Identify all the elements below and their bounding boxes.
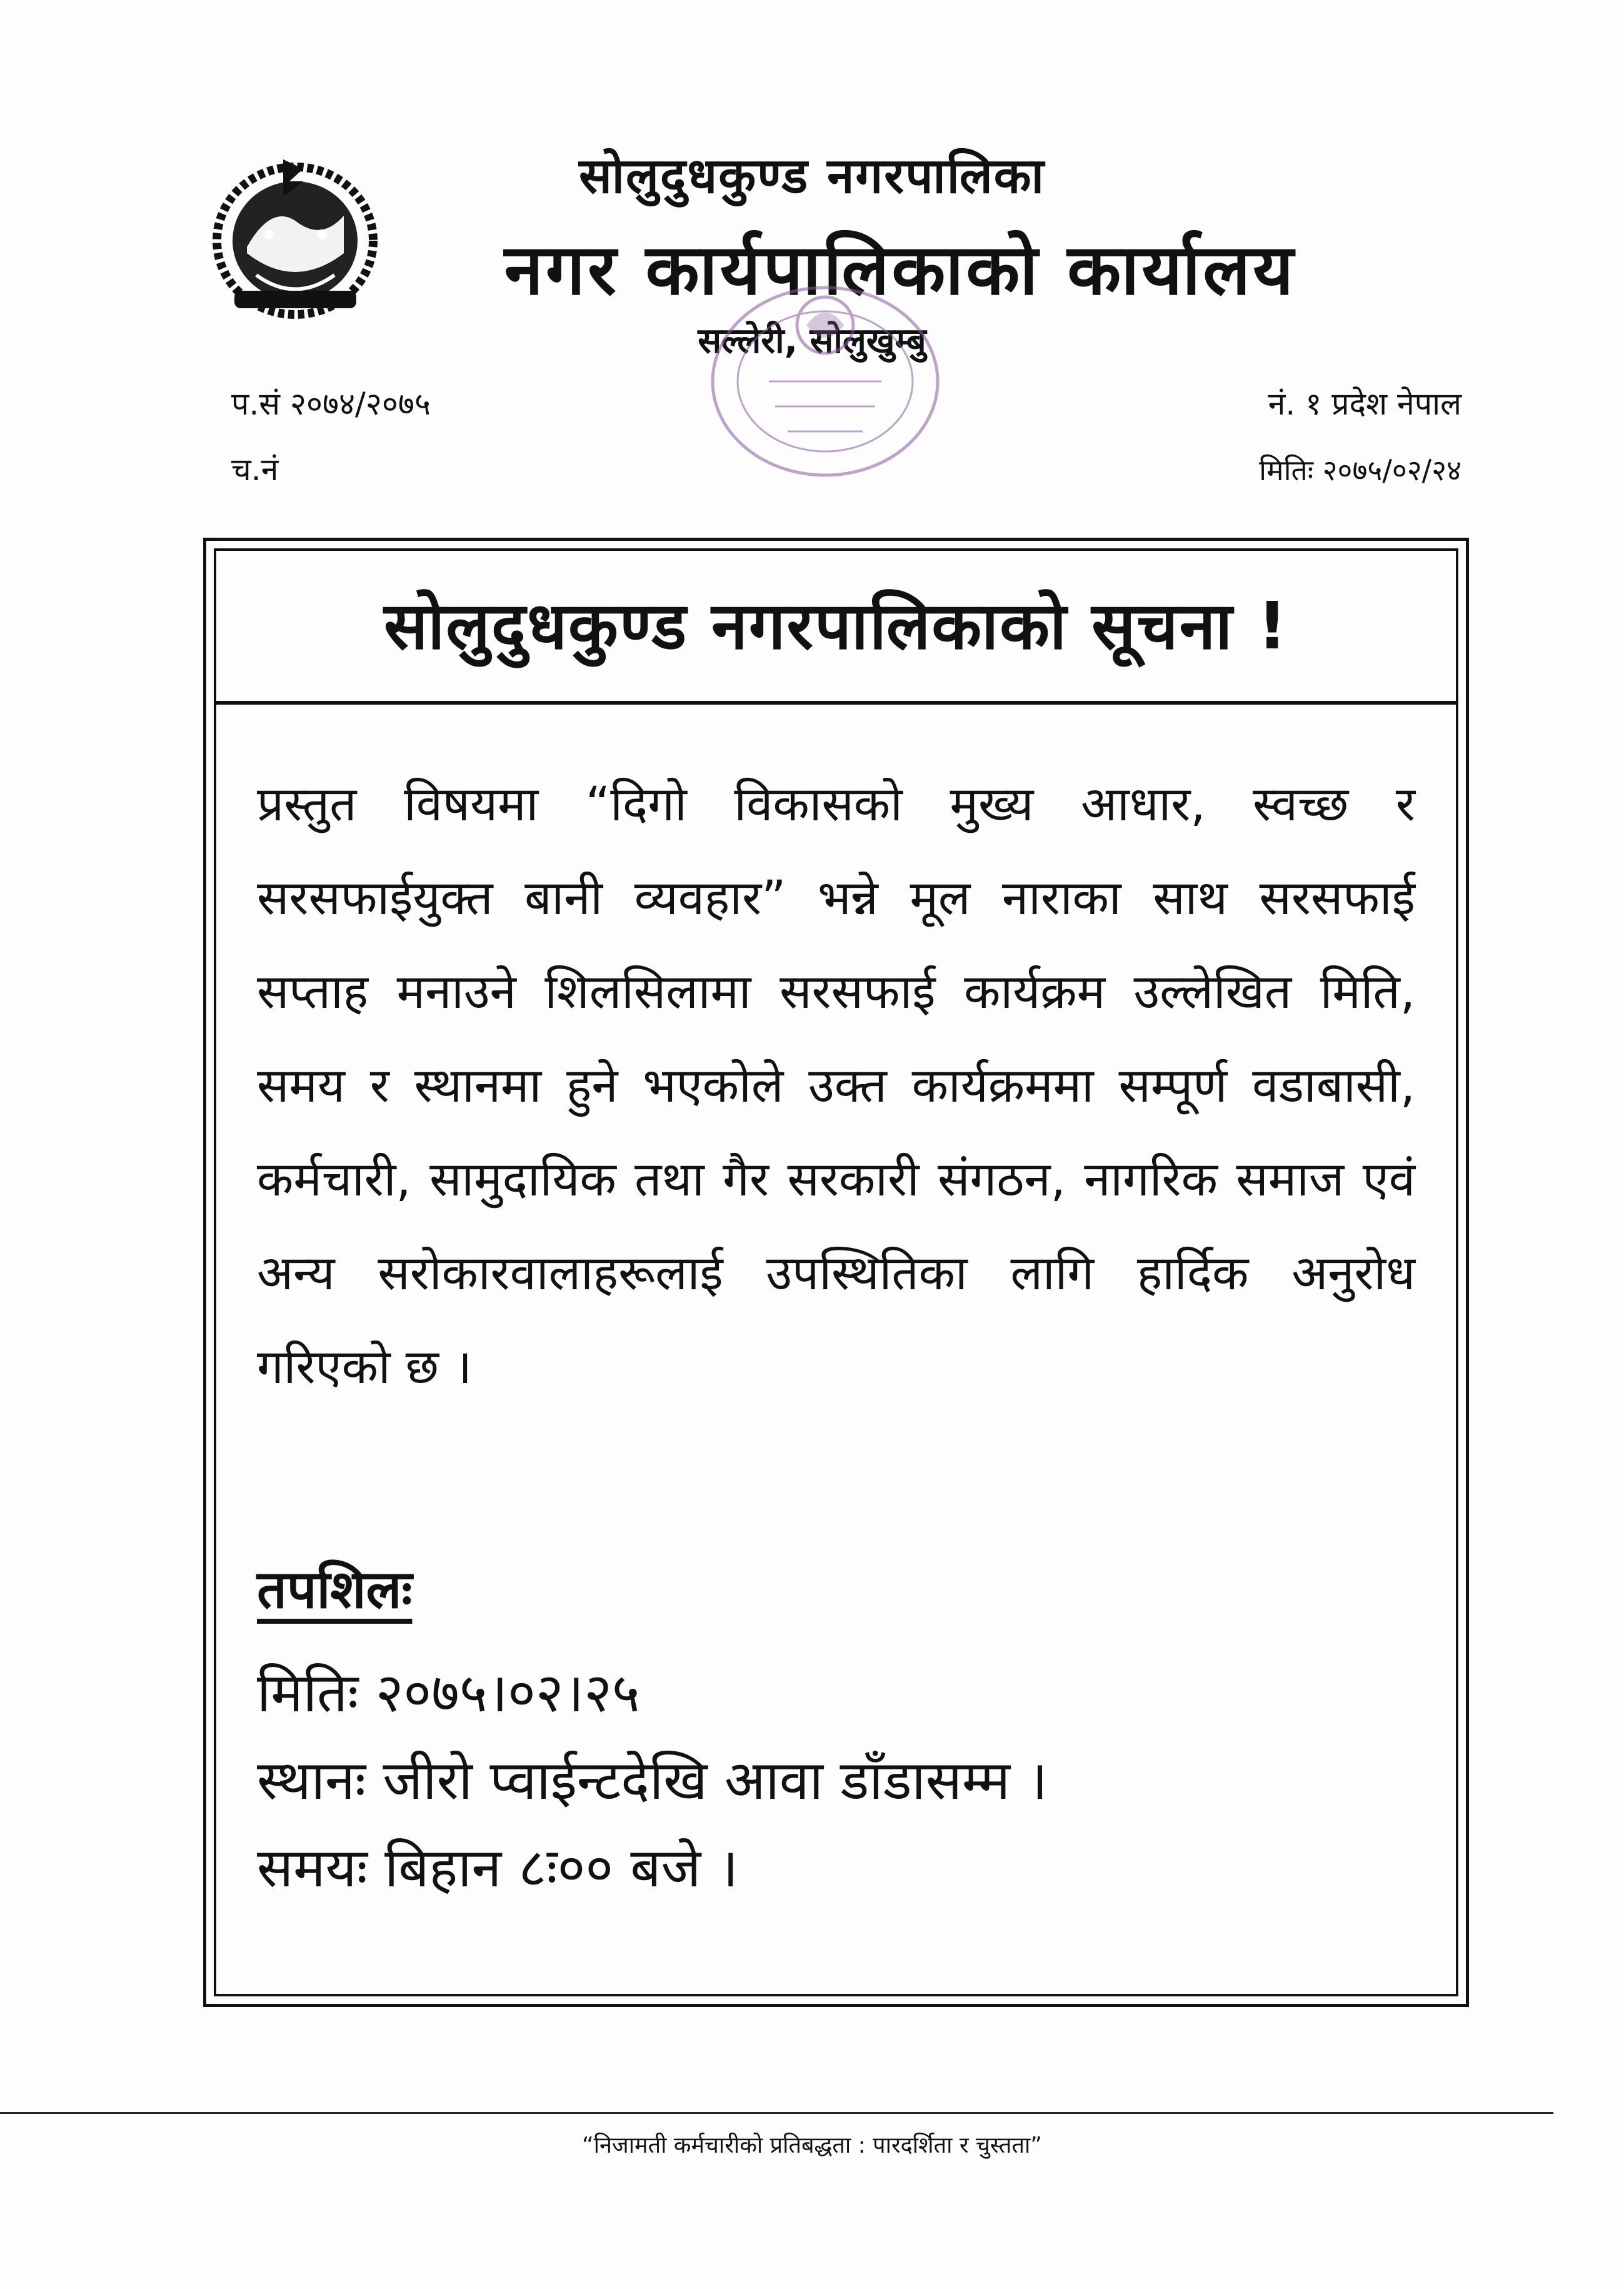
- letter-date: मितिः २०७५/०२/२४: [1259, 453, 1461, 487]
- notice-inner-frame: [214, 548, 1458, 1996]
- municipality-name: सोलुदुधकुण्ड नगरपालिका: [579, 148, 1045, 204]
- event-time: समयः बिहान ८ः०० बजे ।: [257, 1837, 739, 1899]
- notice-frame: [203, 538, 1469, 2007]
- details-heading: तपशिलः: [257, 1559, 413, 1620]
- province-label: नं. १ प्रदेश नेपाल: [1268, 386, 1461, 422]
- letter-number: प.सं २०७४/२०७५: [231, 386, 431, 422]
- office-address: सल्लेरी, सोलुखुम्बु: [698, 321, 926, 361]
- footer-motto: “निजामती कर्मचारीको प्रतिबद्धता : पारदर्शिता र चुस्तता”: [582, 2133, 1042, 2158]
- office-name: नगर कार्यपालिकाको कार्यालय: [504, 229, 1296, 311]
- footer-divider: [0, 2112, 1553, 2114]
- notice-title: सोलुदुधकुण्ड नगरपालिकाको सूचना !: [216, 551, 1456, 705]
- dispatch-number: च.नं: [231, 451, 279, 488]
- office-stamp-icon: [700, 275, 950, 488]
- notice-body: प्रस्तुत विषयमा “दिगो विकासको मुख्य आधार, स्वच्छ र सरसफाईयुक्त बानी व्यवहार” भन्ने मूल नाराका साथ सरसफाई सप्ताह मनाउने शिलसिलामा सरसफाई कार्यक्रम उल्लेखित मिति, समय र स्थानमा हुने भएकोले उक्त कार्यक्रममा सम्पूर्ण वडाबासी, कर्मचारी, सामुदायिक तथा गैर सरकारी संगठन, नागरिक समाज एवं अन्य सरोकारवालाहरूलाई उपस्थितिका लागि हार्दिक अनुरोध गरिएको छ ।: [257, 776, 1415, 1394]
- event-place: स्थानः जीरो प्वाईन्टदेखि आवा डाँडासम्म ।: [257, 1749, 1048, 1812]
- event-date: मितिः २०७५।०२।२५: [257, 1662, 640, 1724]
